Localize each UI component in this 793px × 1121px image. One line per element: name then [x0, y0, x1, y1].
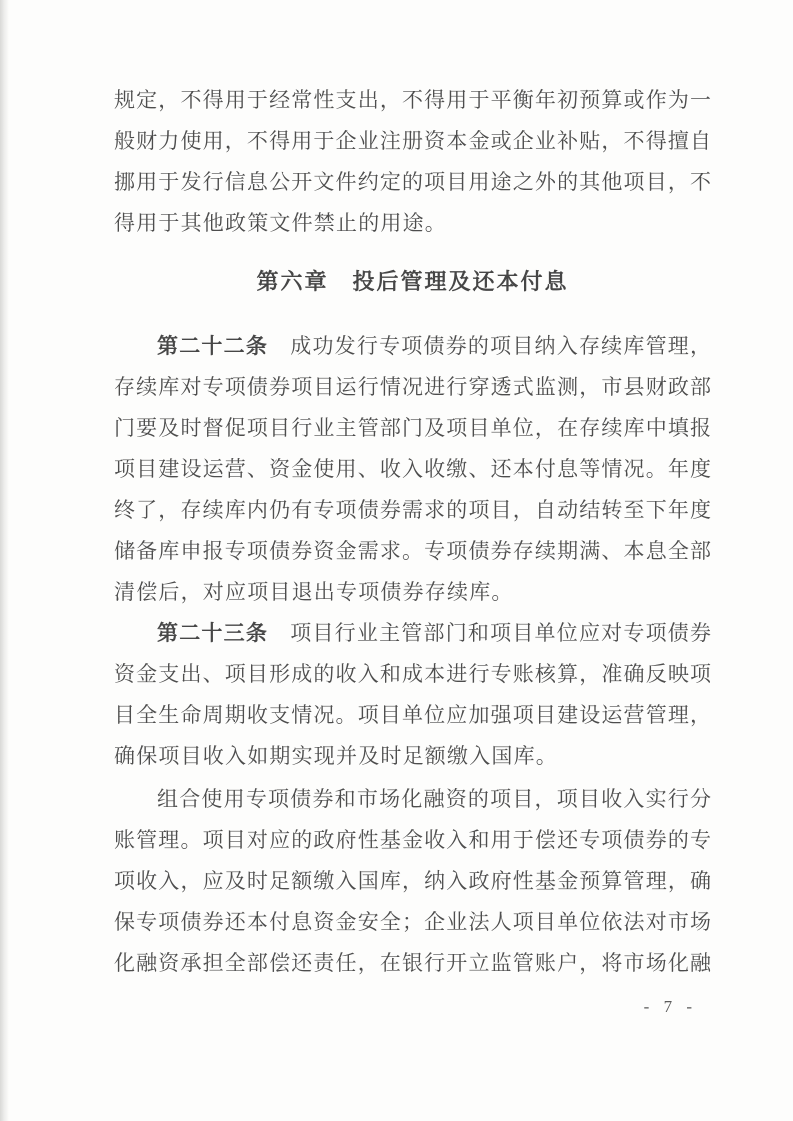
text-line: 目全生命周期收支情况。项目单位应加强项目建设运营管理， — [114, 703, 711, 727]
text-line: 挪用于发行信息公开文件约定的项目用途之外的其他项目，不 — [114, 170, 711, 194]
article-number: 第二十三条 — [157, 621, 269, 645]
paragraph-combined-financing — [114, 779, 711, 984]
text-line: 般财力使用，不得用于企业注册资本金或企业补贴，不得擅自 — [114, 129, 711, 153]
text-line: 存续库对专项债券项目运行情况进行穿透式监测，市县财政部 — [114, 375, 711, 399]
text-line: 保专项债券还本付息资金安全；企业法人项目单位依法对市场 — [114, 910, 711, 934]
text-line: 化融资承担全部偿还责任，在银行开立监管账户，将市场化融 — [114, 951, 711, 975]
text-line: 项目建设运营、资金使用、收入收缴、还本付息等情况。年度 — [114, 457, 711, 481]
text-line: 项收入，应及时足额缴入国库，纳入政府性基金预算管理，确 — [114, 869, 711, 893]
text-line: 规定，不得用于经常性支出，不得用于平衡年初预算或作为一 — [114, 88, 711, 112]
text-line: 资金支出、项目形成的收入和成本进行专账核算，准确反映项 — [114, 662, 711, 686]
paragraph-article-23 — [114, 613, 711, 777]
text-line — [114, 326, 711, 367]
page-number: - 7 - — [643, 997, 697, 1016]
text-line: 确保项目收入如期实现并及时足额缴入国库。 — [114, 744, 558, 768]
text-run: 项目行业主管部门和项目单位应对专项债券 — [268, 621, 712, 645]
text-line: 门要及时督促项目行业主管部门及项目单位，在存续库中填报 — [114, 416, 711, 440]
text-line: 账管理。项目对应的政府性基金收入和用于偿还专项债券的专 — [114, 828, 711, 852]
text-line: 组合使用专项债券和市场化融资的项目，项目收入实行分 — [157, 787, 711, 811]
text-line: 储备库申报专项债券资金需求。专项债券存续期满、本息全部 — [114, 539, 711, 563]
text-run: 成功发行专项债券的项目纳入存续库管理， — [268, 334, 712, 358]
article-number: 第二十二条 — [157, 334, 269, 358]
text-line: 清偿后，对应项目退出专项债券存续库。 — [114, 580, 514, 604]
paragraph-continued — [114, 80, 711, 244]
scan-edge-shadow — [0, 0, 9, 1121]
text-line — [114, 613, 711, 654]
text-line: 终了，存续库内仍有专项债券需求的项目，自动结转至下年度 — [114, 498, 711, 522]
paragraph-article-22 — [114, 326, 711, 613]
chapter-heading: 第六章 投后管理及还本付息 — [256, 269, 569, 294]
text-line: 得用于其他政策文件禁止的用途。 — [114, 211, 447, 235]
document-body — [114, 80, 711, 984]
